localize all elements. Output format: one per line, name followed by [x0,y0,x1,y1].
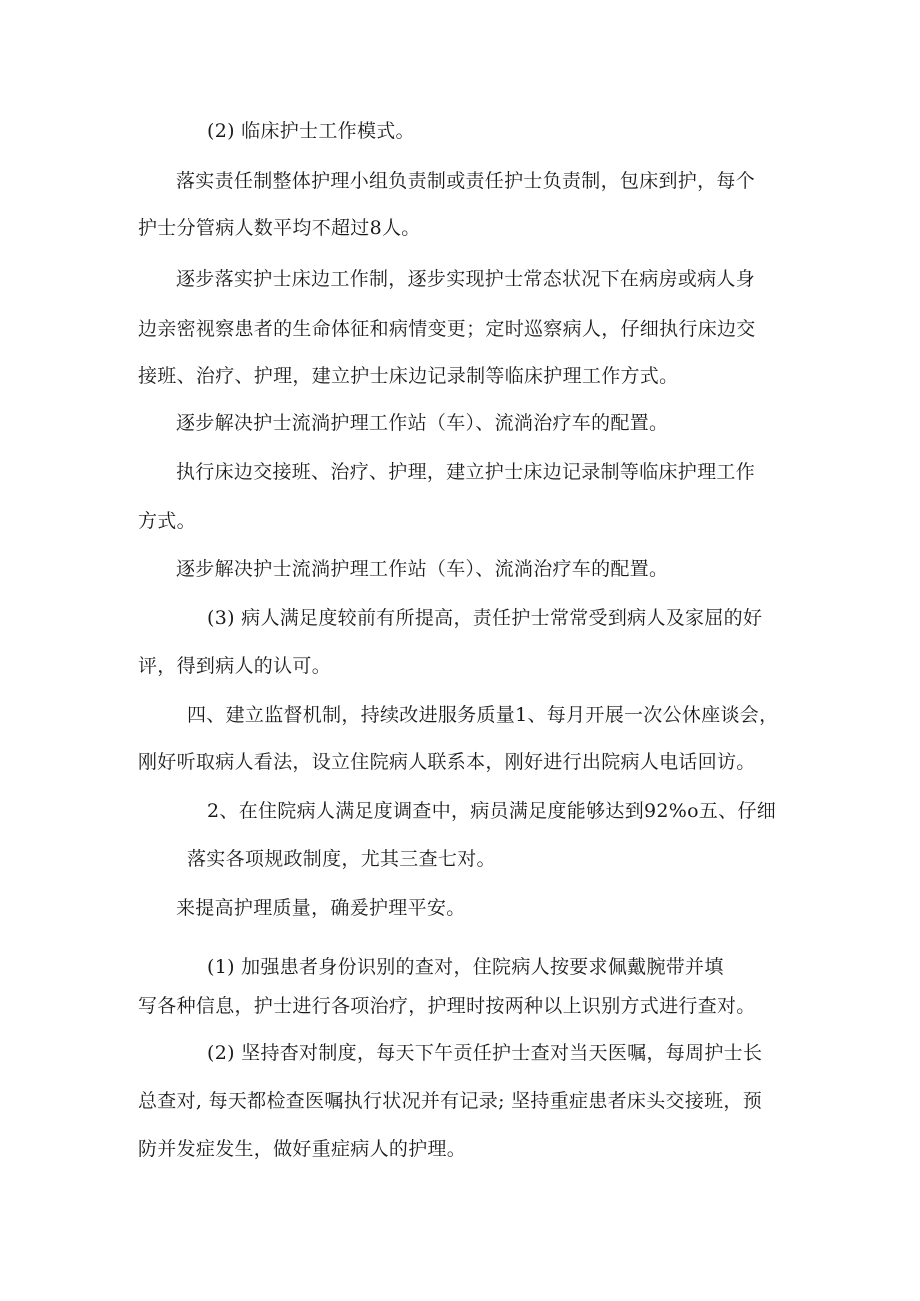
text-line-3: 护士分管病人数平均不超过8人。 [138,217,421,239]
text-line-17: 来提高护理质量，确爰护理平安。 [176,897,466,919]
text-line-9: 方式。 [138,510,196,532]
text-line-18: (1) 加强患者身份识别的查对，住院病人按要求佩戴腕带并填 [207,956,724,978]
text-line-11: (3) 病人满足度较前有所提高，责任护士常常受到病人及家屈的好 [207,607,763,629]
text-line-12: 评，得到病人的认可。 [138,655,332,677]
text-line-16: 落实各项规政制度，尤其三查七对。 [187,848,496,870]
text-line-19: 写各种信息，护士进行各项治疗，护理时按两种以上识别方式进行查对。 [138,995,756,1017]
text-line-5: 边亲密视察患者的生命体征和病情变更；定时巡察病人，仔细执行床边交 [138,318,756,340]
text-line-4: 逐步落实护士床边工作制，逐步实现护士常态状况下在病房或病人身 [176,268,756,290]
text-line-22: 防并发症发生，做好重症病人的护理。 [138,1138,467,1160]
text-line-2: 落实责任制整体护理小组负责制或责任护士负责制，包床到护，每个 [176,170,756,192]
text-line-6: 接班、治疗、护理，建立护士床边记录制等临床护理工作方式。 [138,365,679,387]
text-line-20: (2) 坚持杳对制度，每天下午贡任护士查对当天医嘱，每周护士长 [207,1042,763,1064]
text-line-14: 刚好听取病人看法，设立住院病人联系本，刚好进行出院病人电话回访。 [138,751,756,773]
text-line-10: 逐步解决护士流淌护理工作站（车）、流淌治疗车的配置。 [176,558,669,580]
text-line-15: 2、在住院病人满足度调查中，病员满足度能够达到92%o五、仔细 [207,800,777,822]
text-line-1: (2) 临床护士工作模式。 [207,120,415,142]
text-line-8: 执行床边交接班、治疗、护理，建立护士床边记录制等临床护理工作 [176,461,756,483]
text-line-21: 总查对, 每天都检查医嘱执行状况并有记录; 坚持重症患者床头交接班，预 [138,1090,763,1112]
text-line-13: 四、建立监督机制，持续改进服务质量1、每月开展一次公休座谈会， [187,704,779,726]
text-line-7: 逐步解决护士流淌护理工作站（车）、流淌治疗车的配置。 [176,412,669,434]
